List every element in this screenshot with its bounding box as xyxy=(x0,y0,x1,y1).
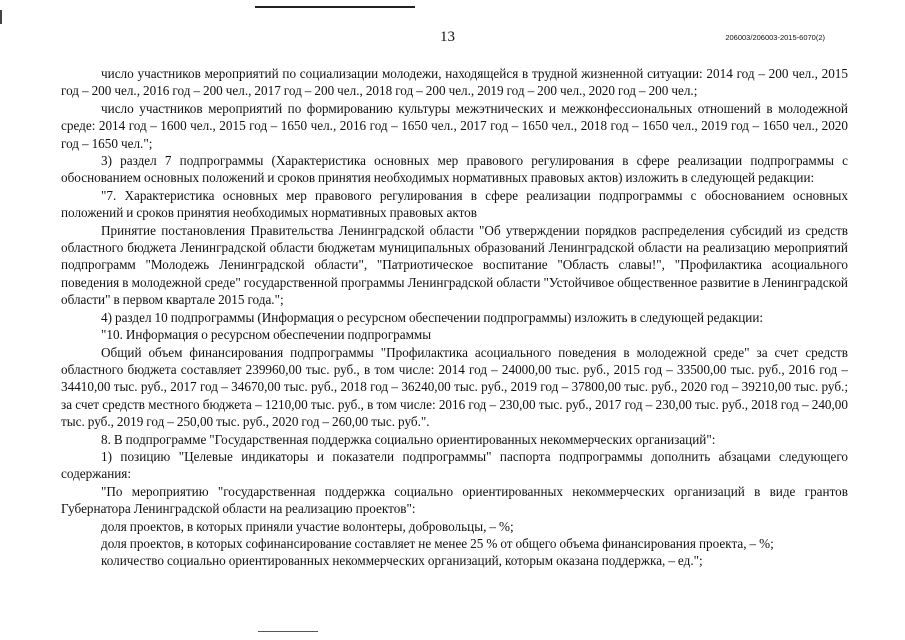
paragraph-supported-organizations-count: количество социально ориентированных некоммерческих организаций, которым оказана поддержка, – ед."; xyxy=(101,553,703,569)
paragraph-section-7-title: "7. Характеристика основных мер правового регулирования в сфере реализации подпрограммы с обоснованием основных положений и сроков принятия необходимых нормативных правовых актов xyxy=(61,187,848,221)
paragraph-section-10-amendment: 4) раздел 10 подпрограммы (Информация о ресурсном обеспечении подпрограммы) изложить в следующей редакции: xyxy=(101,309,764,325)
paragraph-section-10-title: "10. Информация о ресурсном обеспечении подпрограммы xyxy=(101,327,432,343)
scan-artifact-left-mark xyxy=(0,10,2,24)
paragraph-resolution-adoption: Принятие постановления Правительства Ленинградской области "Об утверждении порядков распределения субсидий из средств областного бюджета Ленинградской области бюджетам муниципальных образований Ленинградской области на реализацию мероприятий подпрограмм "Молодежь Ленинградской области", "Патриотическое воспитание "Область славы!", "Профилактика асоциального поведения в молодежной среде" государственной программы Ленинградской области "Устойчивое общественное развитие в Ленинградской области" в первом квартале 2015 года."; xyxy=(61,222,848,308)
paragraph-funding-volume: Общий объем финансирования подпрограммы "Профилактика асоциального поведения в молодежной среде" за счет средств областного бюджета составляет 239960,00 тыс. руб., в том числе: 2014 год – 24000,00 тыс. руб., 2015 год – 33500,00 тыс. руб., 2016 год – 34410,00 тыс. руб., 2017 год – 34670,00 тыс. руб., 2018 год – 36240,00 тыс. руб., 2019 год – 37800,00 тыс. руб., 2020 год – 39210,00 тыс. руб.; за счет средств местного бюджета – 1210,00 тыс. руб., в том числе: 2016 год – 230,00 тыс. руб., 2017 год – 230,00 тыс. руб., 2018 год – 240,00 тыс. руб., 2019 год – 250,00 тыс. руб., 2020 год – 260,00 тыс. руб.". xyxy=(61,344,848,430)
paragraph-interethnic-culture-participants: число участников мероприятий по формированию культуры межэтнических и межконфессиональных отношений в молодежной среде: 2014 год – 1600 чел., 2015 год – 1650 чел., 2016 год – 1650 чел., 2017 год – 1650 чел., 2018 год – 1650 чел., 2019 год – 1650 чел., 2020 год – 1650 чел."; xyxy=(61,100,848,151)
paragraph-cofinancing-share: доля проектов, в которых софинансирование составляет не менее 25 % от общего объема финансирования проекта, – %; xyxy=(101,535,774,551)
document-code: 206003/206003-2015-6070(2) xyxy=(725,33,825,42)
scan-artifact-top-line xyxy=(255,6,415,8)
page-number: 13 xyxy=(440,29,455,45)
paragraph-governor-grants: "По мероприятию "государственная поддержка социально ориентированных некоммерческих организаций в виде грантов Губернатора Ленинградской области на реализацию проектов": xyxy=(61,483,848,517)
paragraph-socialization-participants: число участников мероприятий по социализации молодежи, находящейся в трудной жизненной ситуации: 2014 год – 200 чел., 2015 год – 200 чел., 2016 год – 200 чел., 2017 год – 200 чел., 2018 год – 200 чел., 2019 год – 200 чел., 2020 год – 200 чел.; xyxy=(61,66,848,99)
paragraph-section-7-amendment: 3) раздел 7 подпрограммы (Характеристика основных мер правового регулирования в сфере реализации подпрограммы с обоснованием основных положений и сроков принятия необходимых нормативных правовых актов) изложить в следующей редакции: xyxy=(61,153,848,186)
scan-artifact-bottom-line xyxy=(258,631,318,632)
paragraph-volunteer-share: доля проектов, в которых приняли участие волонтеры, добровольцы, – %; xyxy=(101,518,514,534)
document-body xyxy=(61,65,848,570)
paragraph-item-8-subprogram: 8. В подпрограмме "Государственная поддержка социально ориентированных некоммерческих организаций": xyxy=(101,431,716,447)
paragraph-target-indicators: 1) позицию "Целевые индикаторы и показатели подпрограммы" паспорта подпрограммы дополнить абзацами следующего содержания: xyxy=(61,448,848,482)
